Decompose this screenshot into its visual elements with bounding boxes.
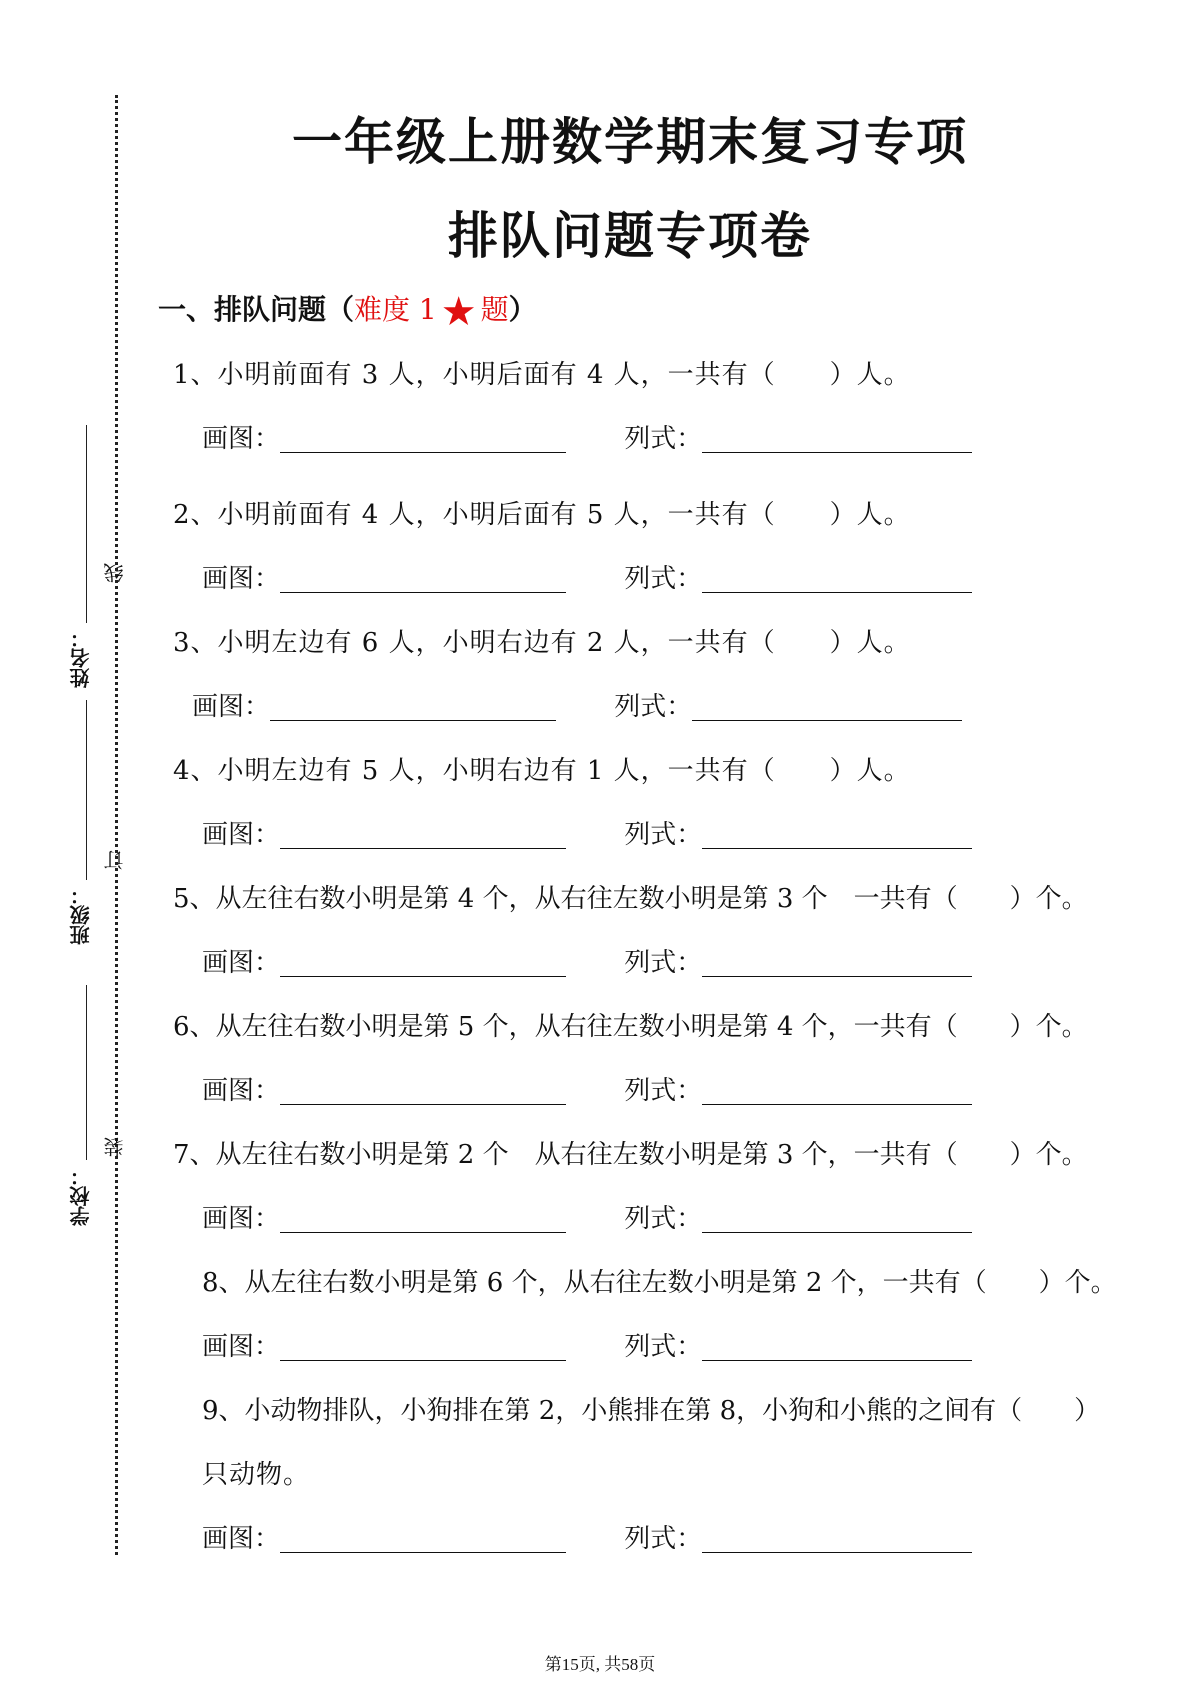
formula-blank[interactable] bbox=[702, 564, 972, 593]
draw-label: 画图： bbox=[192, 692, 271, 722]
question-6: 6、从左往右数小明是第 5 个，从右往左数小明是第 4 个，一共有（ ）个。 bbox=[173, 1012, 1088, 1042]
answer-row-8 bbox=[202, 1326, 972, 1363]
formula-label: 列式： bbox=[624, 820, 703, 850]
section-suffix: 题 bbox=[480, 293, 509, 326]
question-4: 4、小明左边有 5 人，小明右边有 1 人，一共有（ ）人。 bbox=[173, 756, 911, 786]
draw-blank[interactable] bbox=[280, 948, 566, 977]
section-close: ） bbox=[508, 293, 537, 326]
question-5: 5、从左往右数小明是第 4 个，从右往左数小明是第 3 个 一共有（ ）个。 bbox=[173, 884, 1088, 914]
draw-label: 画图： bbox=[202, 1524, 281, 1554]
question-7: 7、从左往右数小明是第 2 个 从右往左数小明是第 3 个，一共有（ ）个。 bbox=[173, 1140, 1088, 1170]
formula-blank[interactable] bbox=[702, 1332, 972, 1361]
formula-blank[interactable] bbox=[702, 820, 972, 849]
draw-blank[interactable] bbox=[280, 424, 566, 453]
formula-label: 列式： bbox=[624, 1332, 703, 1362]
school-label: 学校： bbox=[69, 1166, 93, 1226]
draw-label: 画图： bbox=[202, 948, 281, 978]
page-subtitle: 排队问题专项卷 bbox=[448, 207, 812, 265]
formula-blank[interactable] bbox=[702, 948, 972, 977]
formula-label: 列式： bbox=[614, 692, 693, 722]
answer-row-3 bbox=[192, 686, 962, 723]
draw-label: 画图： bbox=[202, 1076, 281, 1106]
formula-blank[interactable] bbox=[702, 1204, 972, 1233]
draw-blank[interactable] bbox=[280, 1332, 566, 1361]
draw-label: 画图： bbox=[202, 1332, 281, 1362]
formula-blank[interactable] bbox=[692, 692, 962, 721]
formula-label: 列式： bbox=[624, 948, 703, 978]
formula-label: 列式： bbox=[624, 1204, 703, 1234]
page-number: 第15页, 共58页 bbox=[544, 1655, 656, 1674]
formula-label: 列式： bbox=[624, 424, 703, 454]
formula-label: 列式： bbox=[624, 1076, 703, 1106]
formula-label: 列式： bbox=[624, 1524, 703, 1554]
question-2: 2、小明前面有 4 人，小明后面有 5 人，一共有（ ）人。 bbox=[173, 500, 911, 530]
binding-xian: 线 bbox=[103, 563, 127, 583]
draw-blank[interactable] bbox=[280, 1524, 566, 1553]
answer-row-4 bbox=[202, 814, 972, 851]
class-underline bbox=[86, 700, 87, 880]
section-prefix: 一、排队问题（ bbox=[158, 293, 355, 326]
draw-blank[interactable] bbox=[270, 692, 556, 721]
binding-dotted-line bbox=[115, 95, 118, 1555]
answer-row-1 bbox=[202, 418, 972, 455]
draw-blank[interactable] bbox=[280, 1076, 566, 1105]
answer-row-9 bbox=[202, 1518, 972, 1555]
answer-row-2 bbox=[202, 558, 972, 595]
binding-zhuang: 装 bbox=[103, 1137, 127, 1157]
class-label: 班级： bbox=[69, 885, 93, 945]
name-underline bbox=[86, 425, 87, 623]
draw-blank[interactable] bbox=[280, 1204, 566, 1233]
draw-blank[interactable] bbox=[280, 820, 566, 849]
section-heading bbox=[158, 288, 537, 335]
formula-blank[interactable] bbox=[702, 1524, 972, 1553]
draw-label: 画图： bbox=[202, 564, 281, 594]
draw-label: 画图： bbox=[202, 820, 281, 850]
draw-blank[interactable] bbox=[280, 564, 566, 593]
name-label: 姓名： bbox=[69, 628, 93, 688]
binding-ding: 订 bbox=[103, 850, 127, 870]
school-underline bbox=[86, 985, 87, 1160]
question-3: 3、小明左边有 6 人，小明右边有 2 人，一共有（ ）人。 bbox=[173, 628, 911, 658]
answer-row-7 bbox=[202, 1198, 972, 1235]
section-difficulty: 难度 1 bbox=[354, 293, 437, 326]
formula-blank[interactable] bbox=[702, 424, 972, 453]
star-icon: ★ bbox=[440, 289, 477, 335]
question-8: 8、从左往右数小明是第 6 个，从右往左数小明是第 2 个，一共有（ ）个。 bbox=[202, 1268, 1117, 1298]
draw-label: 画图： bbox=[202, 424, 281, 454]
page-title: 一年级上册数学期末复习专项 bbox=[292, 113, 968, 171]
question-1: 1、小明前面有 3 人，小明后面有 4 人，一共有（ ）人。 bbox=[173, 360, 911, 390]
answer-row-6 bbox=[202, 1070, 972, 1107]
formula-label: 列式： bbox=[624, 564, 703, 594]
question-9: 9、小动物排队，小狗排在第 2，小熊排在第 8，小狗和小熊的之间有（ ） bbox=[202, 1396, 1101, 1426]
question-9-cont: 只动物。 bbox=[202, 1460, 311, 1490]
answer-row-5 bbox=[202, 942, 972, 979]
formula-blank[interactable] bbox=[702, 1076, 972, 1105]
draw-label: 画图： bbox=[202, 1204, 281, 1234]
